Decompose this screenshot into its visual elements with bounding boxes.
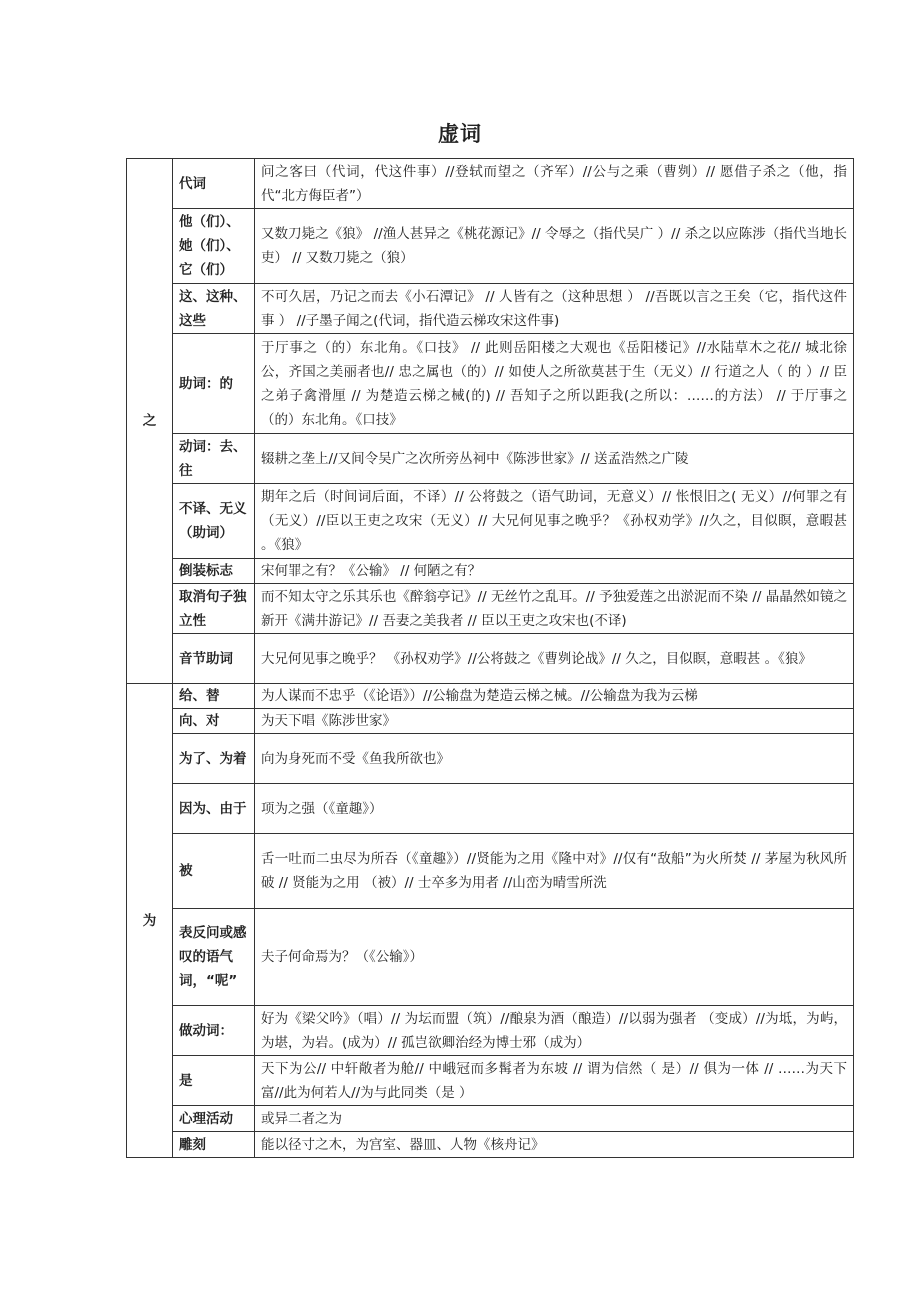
- usage-examples: 不可久居，乃记之而去《小石潭记》 // 人皆有之（这种思想 ） //吾既以言之王矣（它，指代这件事 ） //子墨子闻之(代词，指代造云梯攻宋这件事): [255, 284, 854, 334]
- usage-label: 取消句子独立性: [173, 584, 255, 634]
- usage-label: 为了、为着: [173, 734, 255, 784]
- table-row: [127, 484, 854, 559]
- usage-examples: 为天下唱《陈涉世家》: [255, 709, 854, 734]
- usage-label: 不译、无义（助词）: [173, 484, 255, 559]
- table-row: [127, 1132, 854, 1158]
- usage-label: 表反问或感叹的语气词，“呢”: [173, 909, 255, 1006]
- usage-examples: 大兄何见事之晚乎？ 《孙权劝学》//公将鼓之《曹刿论战》// 久之，目似瞑，意暇甚 。《狼》: [255, 634, 854, 684]
- table-body: [127, 159, 854, 1158]
- table-row: [127, 834, 854, 909]
- table-row: [127, 684, 854, 709]
- usage-examples: 宋何罪之有？《公输》 // 何陋之有？: [255, 559, 854, 584]
- usage-label: 动词：去、往: [173, 434, 255, 484]
- table-row: [127, 1006, 854, 1056]
- usage-label: 因为、由于: [173, 784, 255, 834]
- usage-examples: 夫子何命焉为？（《公输》）: [255, 909, 854, 1006]
- table-row: [127, 559, 854, 584]
- usage-examples: 舌一吐而二虫尽为所吞（《童趣》）//贤能为之用《隆中对》//仅有“敌船”为火所焚 // 茅屋为秋风所破 // 贤能为之用 （被）// 士卒多为用者 //山峦为晴雪所洗: [255, 834, 854, 909]
- table-row: [127, 1106, 854, 1132]
- usage-examples: 为人谋而不忠乎（《论语》）//公输盘为楚造云梯之械。//公输盘为我为云梯: [255, 684, 854, 709]
- usage-examples: 项为之强（《童趣》）: [255, 784, 854, 834]
- usage-label: 向、对: [173, 709, 255, 734]
- table-row: [127, 634, 854, 684]
- usage-examples: 问之客曰（代词，代这件事）//登轼而望之（齐军）//公与之乘（曹刿）// 愿借子杀之（他，指代“北方侮臣者”）: [255, 159, 854, 209]
- table-row: [127, 284, 854, 334]
- table-row: [127, 1056, 854, 1106]
- usage-examples: 向为身死而不受《鱼我所欲也》: [255, 734, 854, 784]
- usage-label: 代词: [173, 159, 255, 209]
- headword-cell: 为: [127, 684, 173, 1158]
- usage-examples: 天下为公// 中轩敞者为舱// 中峨冠而多髯者为东坡 // 谓为信然（ 是）// 俱为一体 // ……为天下富//此为何若人//为与此同类（是 ）: [255, 1056, 854, 1106]
- table-row: [127, 734, 854, 784]
- table-row: [127, 434, 854, 484]
- function-words-table: [126, 158, 854, 1158]
- table-row: [127, 909, 854, 1006]
- usage-examples: 而不知太守之乐其乐也《醉翁亭记》// 无丝竹之乱耳。// 予独爱莲之出淤泥而不染 // 晶晶然如镜之新开《满井游记》// 吾妻之美我者 // 臣以王吏之攻宋也(不译): [255, 584, 854, 634]
- usage-examples: 能以径寸之木，为宫室、器皿、人物《核舟记》: [255, 1132, 854, 1158]
- table-row: [127, 334, 854, 434]
- usage-label: 这、这种、这些: [173, 284, 255, 334]
- table-row: [127, 784, 854, 834]
- usage-examples: 于厅事之（的）东北角。《口技》 // 此则岳阳楼之大观也《岳阳楼记》//水陆草木之花// 城北徐公，齐国之美丽者也// 忠之属也（的）// 如使人之所欲莫甚于生（无义）// 行道之人（ 的 ）// 臣之弟子禽滑厘 // 为楚造云梯之械(的) // 吾知子之所以距我(之所以：……的方法） // 于厅事之（的）东北角。《口技》: [255, 334, 854, 434]
- table-row: [127, 209, 854, 284]
- usage-label: 音节助词: [173, 634, 255, 684]
- usage-label: 助词：的: [173, 334, 255, 434]
- usage-label: 他（们）、她（们）、它（们）: [173, 209, 255, 284]
- usage-examples: 又数刀毙之《狼》 //渔人甚异之《桃花源记》// 令辱之（指代吴广 ）// 杀之以应陈涉（指代当地长吏） // 又数刀毙之（狼）: [255, 209, 854, 284]
- usage-label: 雕刻: [173, 1132, 255, 1158]
- headword-cell: 之: [127, 159, 173, 684]
- usage-label: 倒装标志: [173, 559, 255, 584]
- page-title: 虚词: [438, 122, 482, 146]
- table-row: [127, 584, 854, 634]
- usage-examples: 期年之后（时间词后面，不译）// 公将鼓之（语气助词，无意义）// 怅恨旧之( 无义）//何罪之有（无义）//臣以王吏之攻宋（无义）// 大兄何见事之晚乎？《孙权劝学》//久之，目似瞑，意暇甚 。《狼》: [255, 484, 854, 559]
- usage-label: 被: [173, 834, 255, 909]
- usage-label: 给、替: [173, 684, 255, 709]
- usage-label: 心理活动: [173, 1106, 255, 1132]
- usage-label: 是: [173, 1056, 255, 1106]
- usage-examples: 好为《梁父吟》（唱）// 为坛而盟（筑）//酿泉为酒（酿造）//以弱为强者 （变成）//为坻，为屿，为堪，为岩。(成为）// 孤岂欲卿治经为博士邪（成为）: [255, 1006, 854, 1056]
- table-row: [127, 159, 854, 209]
- table-row: [127, 709, 854, 734]
- usage-examples: 辍耕之垄上//又间令吴广之次所旁丛祠中《陈涉世家》// 送孟浩然之广陵: [255, 434, 854, 484]
- usage-label: 做动词：: [173, 1006, 255, 1056]
- usage-examples: 或异二者之为: [255, 1106, 854, 1132]
